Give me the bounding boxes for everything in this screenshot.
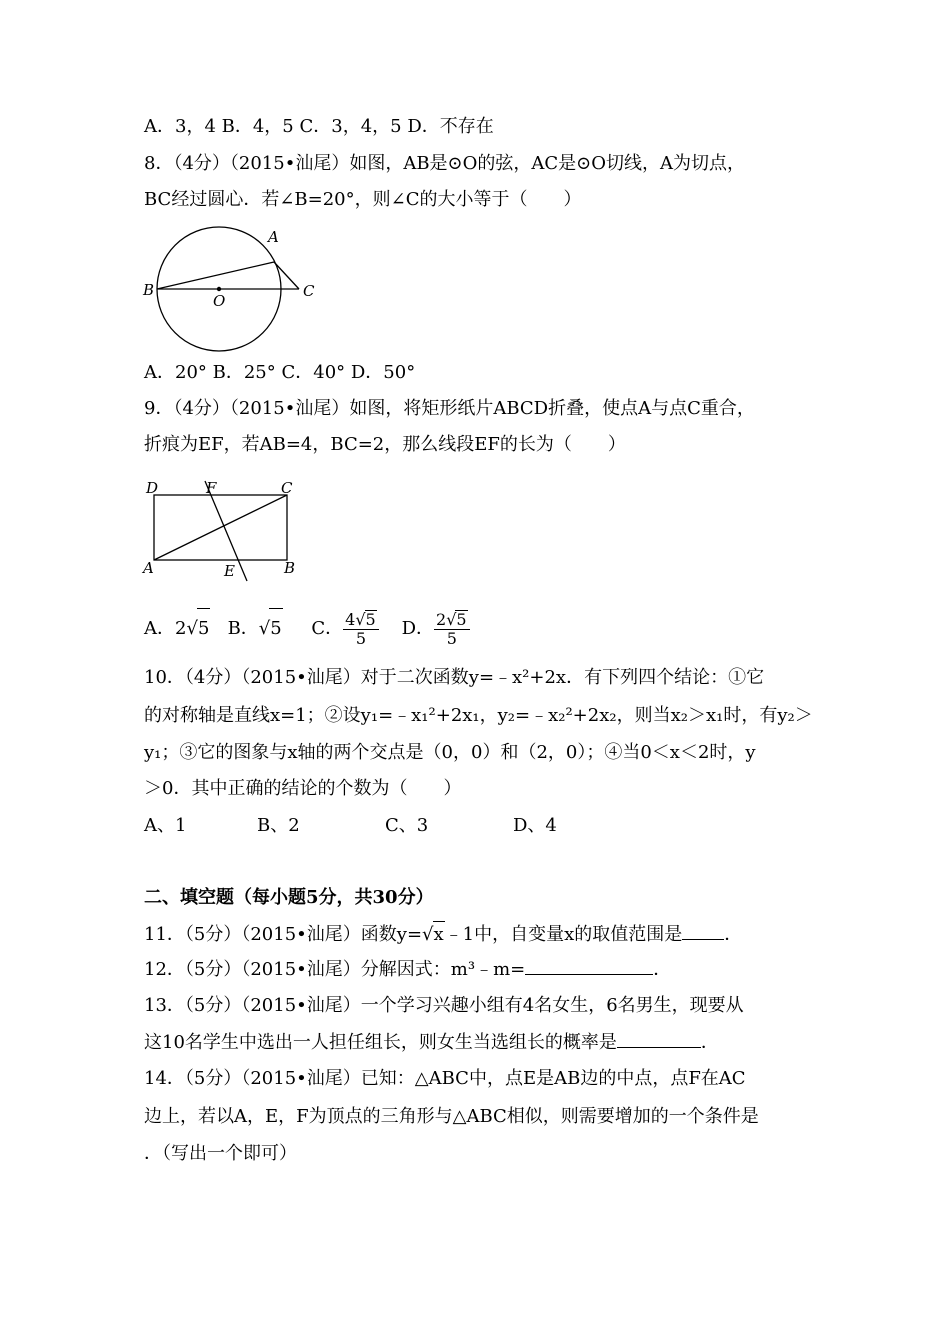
label-d: D xyxy=(146,479,159,497)
q13-stem-line1: 13．（5分）（2015•汕尾）一个学习兴趣小组有4名女生，6名男生，现要从 xyxy=(144,995,744,1016)
q14-stem-line1: 14．（5分）（2015•汕尾）已知：△ABC中，点E是AB边的中点，点F在AC xyxy=(144,1068,746,1089)
q9-option-b: B．√5 xyxy=(228,618,283,639)
q8-circle-figure xyxy=(140,218,330,373)
q8-stem-line1: 8．（4分）（2015•汕尾）如图，AB是⊙O的弦，AC是⊙O切线，A为切点， xyxy=(144,153,746,174)
q9-option-a: A．2√5 xyxy=(144,618,210,639)
label-b: B xyxy=(284,559,296,577)
q9-option-d: D． $\frac{2√5}{5}$ xyxy=(402,618,470,639)
q10-option-b: B、2 xyxy=(257,815,300,836)
label-c: C xyxy=(281,479,293,497)
q9-stem-line1: 9．（4分）（2015•汕尾）如图，将矩形纸片ABCD折叠，使点A与点C重合， xyxy=(144,398,755,419)
q10-stem-line1: 10．（4分）（2015•汕尾）对于二次函数y=﹣x²+2x．有下列四个结论：①它 xyxy=(144,667,765,688)
diagonal-ac xyxy=(154,495,287,560)
q12-answer-blank[interactable] xyxy=(525,974,653,975)
q14-stem-line3: ．（写出一个即可） xyxy=(144,1143,297,1164)
q9-stem-line2: 折痕为EF，若AB=4，BC=2，那么线段EF的长为（ ） xyxy=(144,434,626,455)
fraction-c: $\frac{4√5}{5}$ xyxy=(343,610,379,648)
q9-rectangle-figure xyxy=(140,474,310,586)
q12-stem: 12．（5分）（2015•汕尾）分解因式：m³﹣m= ． xyxy=(144,959,672,980)
label-a: A xyxy=(143,559,154,577)
q10-options xyxy=(144,813,557,839)
label-e: E xyxy=(224,562,235,580)
center-point xyxy=(217,287,221,291)
q14-stem-line2: 边上，若以A，E，F为顶点的三角形与△ABC相似，则需要增加的一个条件是 xyxy=(144,1106,759,1127)
q9-options xyxy=(144,608,470,649)
label-c: C xyxy=(303,282,315,300)
q11-answer-blank[interactable] xyxy=(682,939,724,940)
q10-stem-line3: y₁；③它的图象与x轴的两个交点是（0，0）和（2，0）；④当0＜x＜2时，y xyxy=(144,742,756,763)
q7-options: A．3，4 B．4，5 C．3，4，5 D．不存在 xyxy=(144,116,494,137)
tangent-ac xyxy=(274,262,299,289)
q11-stem: 11．（5分）（2015•汕尾）函数y=√x﹣1中，自变量x的取值范围是 ． xyxy=(144,921,742,948)
label-f: F xyxy=(206,479,217,497)
q10-stem-line2: 的对称轴是直线x=1；②设y₁=﹣x₁²+2x₁，y₂=﹣x₂²+2x₂，则当x₂＞x₁时，有y₂＞ xyxy=(144,705,813,726)
q8-options: A．20° B．25° C．40° D．50° xyxy=(144,362,416,383)
q10-option-c: C、3 xyxy=(385,815,429,836)
label-a: A xyxy=(268,228,279,246)
q10-option-a: A、1 xyxy=(144,815,187,836)
q10-option-d: D、4 xyxy=(513,815,557,836)
label-o: O xyxy=(213,292,226,310)
label-b: B xyxy=(143,281,155,299)
q10-stem-line4: ＞0．其中正确的结论的个数为（ ） xyxy=(144,778,462,799)
q8-stem-line2: BC经过圆心．若∠B=20°，则∠C的大小等于（ ） xyxy=(144,189,582,210)
q9-option-c: C． $\frac{4√5}{5}$ xyxy=(311,618,378,639)
q13-stem-line2: 这10名学生中选出一人担任组长，则女生当选组长的概率是 ． xyxy=(144,1032,719,1053)
q13-answer-blank[interactable] xyxy=(617,1047,701,1048)
fraction-d: $\frac{2√5}{5}$ xyxy=(434,610,470,648)
chord-ab xyxy=(157,262,274,289)
section-title: 二、填空题（每小题5分，共30分） xyxy=(144,887,434,908)
